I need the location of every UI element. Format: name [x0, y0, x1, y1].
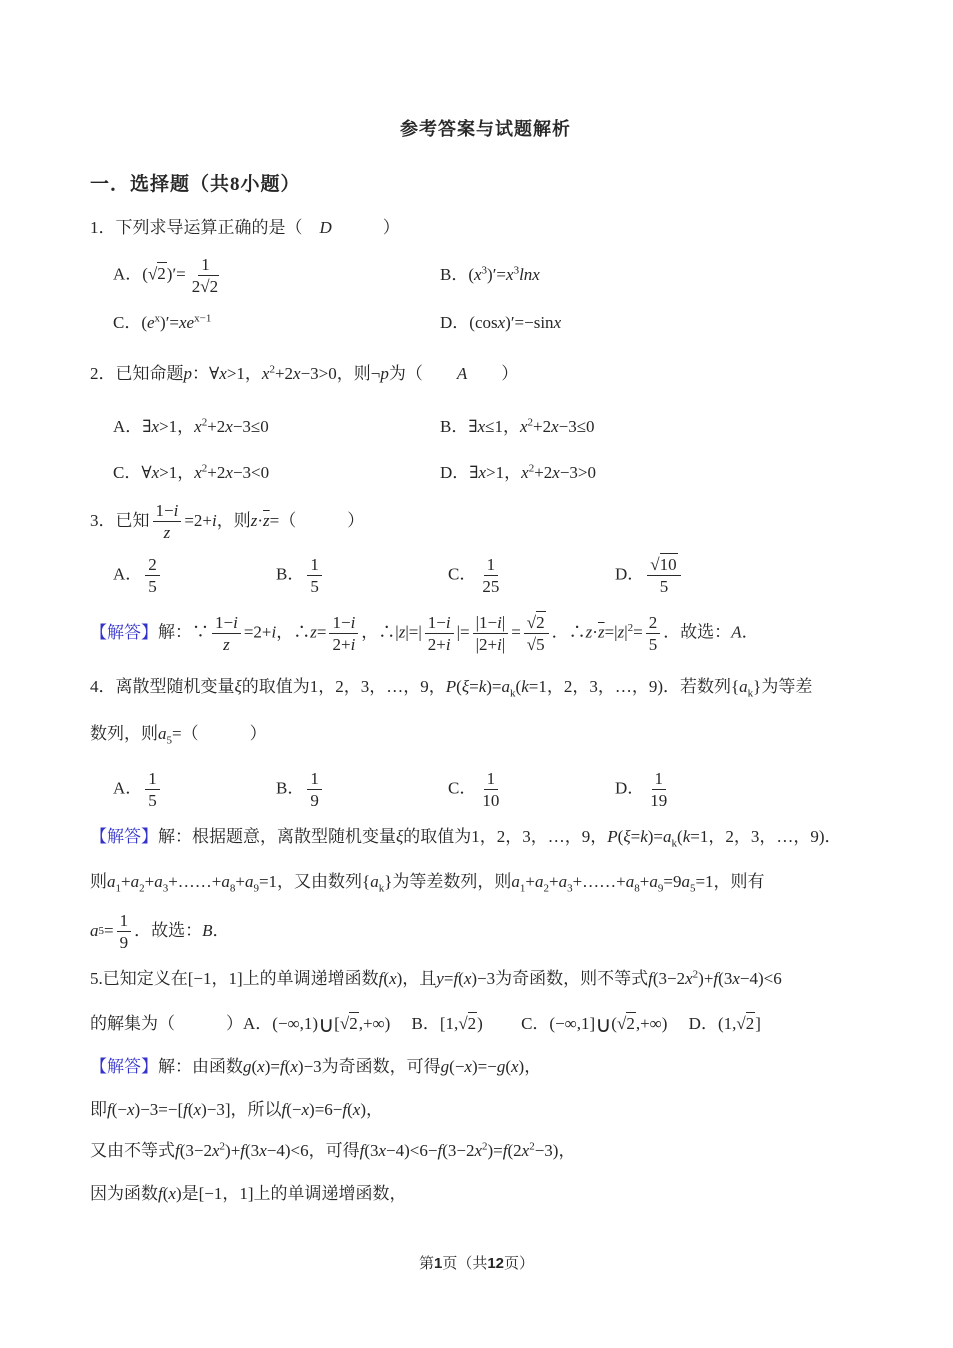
q4-option-c: C． $\frac{1}{10}$ [448, 768, 500, 810]
q1-option-c: C．$(e^x)'=xe^{x-1}$ [113, 312, 212, 333]
q1-option-d: D．(cosx)′=−sinx [440, 313, 562, 333]
q5-solution-line-3: 又由不等式$f(3-2x^2)+f(3x-4)<6$，可得$f(3x-4)<6-f(3-2x^2)=f(2x^2-3)$， [90, 1140, 576, 1161]
q3-option-c: C． $\frac{1}{25}$ [448, 554, 500, 596]
question-3-stem: 3．已知 1−i z =2+ i ，则 z · $\overline{z}$ =（ ） [90, 500, 365, 542]
q4-solution-line-1 [90, 824, 881, 851]
question-2-options-row-2 [90, 460, 881, 486]
question-3-options-row [90, 550, 881, 600]
q4-answer-label: 【解答】 [90, 827, 158, 847]
q3-option-d: D． $\frac{√10}{5}$ [615, 554, 684, 598]
page-footer: 第1页（共12页） [418, 1254, 535, 1272]
q2-option-d: D．∃x>1，$x^2+2x-3>0$ [440, 462, 597, 483]
q2-option-a: A．∃x>1，$x^2+2x-3\le 0$ [113, 416, 269, 436]
q4-option-d: D． $\frac{1}{19}$ [615, 768, 668, 810]
q4-option-a: A． $\frac{1}{5}$ [113, 768, 276, 812]
q3-option-a: A． $\frac{2}{5}$ [113, 554, 276, 598]
q3-solution [90, 608, 881, 658]
question-2-options-row-1 [90, 414, 881, 440]
q3-option-b: B． $\frac{1}{5}$ [276, 554, 448, 598]
q5-solution-text-1: 解：由函数g(x)=f(x)−3为奇函数，可得g(−x)=−g(x)， [158, 1057, 542, 1077]
question-1-options-row-2 [90, 310, 881, 336]
q4-solution-text-1: 解：根据题意，离散型随机变量ξ的取值为1，2，3，…，9，$P(\xi=k)=a_k(k=1$，2，3，…，9)． [158, 827, 842, 850]
q4-solution-line-2: 则$a_1+a_2+a_3+\dots\dots+a_8+a_9=1$，又由数列$\{a_k\}$为等差数列，则$a_1+a_2+a_3+\dots\dots+a_8+a_9=9a_5=1$，则有 [90, 872, 765, 895]
q5-solution-line-2: 即f(−x)−3=−[f(x)−3]，所以f(−x)=6−f(x)， [90, 1100, 383, 1120]
q2-option-b: B．∃x≤1，$x^2+2x-3\le 0$ [440, 416, 595, 436]
q4-solution-line-3: a 5 = 1 9 ．故选： B ． [90, 910, 230, 952]
q2-option-c: C．∀x>1，$x^2+2x-3<0$ [113, 462, 270, 483]
q1-option-b: B．$(x^3)'=x^3\ln x$ [440, 264, 540, 285]
question-1-options-row-1 [90, 250, 881, 300]
question-4-stem-line-2: 数列，则$a_5=$（ ） [90, 724, 267, 747]
q5-solution-line-4: 因为函数f(x)是[−1，1]上的单调递增函数， [90, 1184, 407, 1204]
q3-solution-text: 解：∵ $\frac{1-i}{z}$ =2+i，∴z= $\frac{1-i}{2+i}$ ，∴|z|=| $\frac{1-i}{2+i}$ |= $\frac{|1-i|}{|2+i|}$ = $\frac{√2}{√5}$ ．$\therefore z\cdot\overline{z}=|z|^2=$ $\frac{2}{5}$ ．故选：A． [158, 612, 759, 654]
q1-option-a: A．(√2)′= $\frac{1}{2√2}$ [113, 254, 219, 296]
question-2-stem: 2．已知命题p：∀x>1，$x^2+2x-3>0$，则¬p为（ A ） [90, 363, 519, 383]
q4-option-b: B． $\frac{1}{9}$ [276, 768, 448, 812]
q3-answer-label: 【解答】 [90, 623, 158, 643]
question-4-options-row [90, 764, 881, 814]
q5-answer-label: 【解答】 [90, 1057, 158, 1077]
section-heading: 一．选择题（共8小题） [90, 173, 301, 195]
question-4-stem-line-1: 4．离散型随机变量ξ的取值为1，2，3，…，9，$P(\xi=k)=a_k(k=1$，2，3，…，9)．若数列$\{a_k\}$为等差 [90, 677, 813, 700]
page-title: 参考答案与试题解析 [400, 119, 571, 139]
q5-solution-line-1 [90, 1054, 881, 1081]
question-1-stem: 1．下列求导运算正确的是（ D ） [90, 218, 400, 238]
question-5-stem-line-2: 的解集为（ ）A．(−∞,1)∪[√2,+∞) B．[1,√2) C．(−∞,1]∪(√2,+∞) D．(1,√2] [90, 1013, 761, 1039]
question-5-stem-line-1: 5.已知定义在[−1，1]上的单调递增函数f(x)，且y=f(x)−3为奇函数，则不等式$f(3-2x^2)+f(3x-4)<6$ [90, 968, 782, 989]
